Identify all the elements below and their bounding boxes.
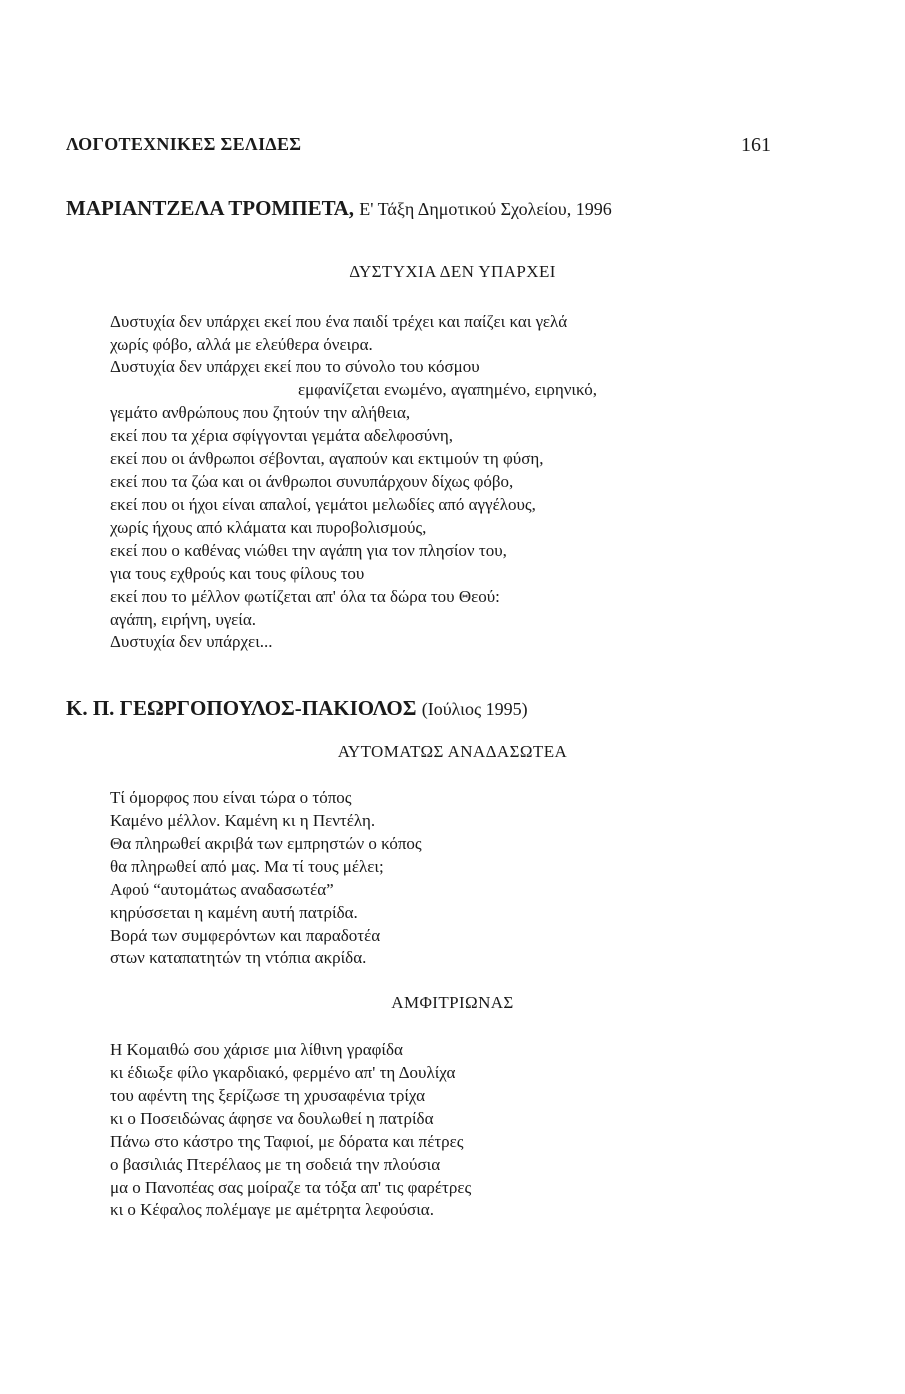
poem-line: κι ο Ποσειδώνας άφησε να δουλωθεί η πατρίδα [110, 1109, 434, 1128]
section-title: ΛΟΓΟΤΕΧΝΙΚΕΣ ΣΕΛΙΔΕΣ [66, 134, 302, 154]
poem-line: θα πληρωθεί από μας. Μα τί τους μέλει; [110, 857, 384, 876]
poem-line: κι έδιωξε φίλο γκαρδιακό, φερμένο απ' τη Δουλίχα [110, 1063, 456, 1082]
author-name: ΜΑΡΙΑΝΤΖΕΛΑ ΤΡΟΜΠΕΤΑ, [66, 196, 354, 220]
poem-line: ο βασιλιάς Πτερέλαος με τη σοδειά την πλούσια [110, 1155, 441, 1174]
poem-line: Δυστυχία δεν υπάρχει εκεί που ένα παιδί τρέχει και παίζει και γελά [110, 312, 568, 331]
page-number: 161 [741, 134, 771, 156]
poem-title: ΑΥΤΟΜΑΤΩΣ ΑΝΑΔΑΣΩΤΕΑ [337, 742, 568, 761]
poem-line: χωρίς φόβο, αλλά με ελεύθερα όνειρα. [110, 335, 373, 354]
poem-line: Πάνω στο κάστρο της Ταφιοί, με δόρατα και πέτρες [110, 1132, 464, 1151]
poem-line: Αφού “αυτομάτως αναδασωτέα” [110, 880, 334, 899]
poem-line: εκεί που ο καθένας νιώθει την αγάπη για τον πλησίον του, [110, 541, 507, 560]
poem-line: μα ο Πανοπέας σας μοίραζε τα τόξα απ' τις φαρέτρες [110, 1178, 472, 1197]
poem-line: κι ο Κέφαλος πολέμαγε με αμέτρητα λεφούσια. [110, 1200, 434, 1219]
poem-line: Τί όμορφος που είναι τώρα ο τόπος [110, 788, 352, 807]
poem-line: χωρίς ήχους από κλάματα και πυροβολισμούς, [110, 518, 427, 537]
poem-line: εκεί που το μέλλον φωτίζεται απ' όλα τα δώρα του Θεού: [110, 587, 500, 606]
poem-line: εκεί που τα ζώα και οι άνθρωποι συνυπάρχουν δίχως φόβο, [110, 472, 514, 491]
poem-line: εμφανίζεται ενωμένο, αγαπημένο, ειρηνικό, [298, 380, 597, 399]
poem-line: Η Κομαιθώ σου χάρισε μια λίθινη γραφίδα [110, 1040, 403, 1059]
poem-line: εκεί που τα χέρια σφίγγονται γεμάτα αδελφοσύνη, [110, 426, 454, 445]
poem-line: εκεί που οι ήχοι είναι απαλοί, γεμάτοι μελωδίες από αγγέλους, [110, 495, 536, 514]
poem-line: αγάπη, ειρήνη, υγεία. [110, 610, 256, 629]
author-name: Κ. Π. ΓΕΩΡΓΟΠΟΥΛΟΣ-ΠΑΚΙΟΛΟΣ [66, 696, 417, 720]
poem-line: Δυστυχία δεν υπάρχει εκεί που το σύνολο του κόσμου [110, 357, 480, 376]
author-heading [66, 696, 528, 721]
poem-line: του αφέντη της ξερίζωσε τη χρυσαφένια τρίχα [110, 1086, 425, 1105]
poem-line: κηρύσσεται η καμένη αυτή πατρίδα. [110, 903, 358, 922]
poem-line: Θα πληρωθεί ακριβά των εμπρηστών ο κόπος [110, 834, 422, 853]
poem-line: εκεί που οι άνθρωποι σέβονται, αγαπούν και εκτιμούν τη φύση, [110, 449, 544, 468]
poem-line: Δυστυχία δεν υπάρχει... [110, 632, 273, 651]
poem-line: για τους εχθρούς και τους φίλους του [110, 564, 365, 583]
poem-line: γεμάτο ανθρώπους που ζητούν την αλήθεια, [110, 403, 411, 422]
poem-line: Βορά των συμφερόντων και παραδοτέα [110, 926, 381, 945]
author-info: (Ιούλιος 1995) [421, 699, 528, 719]
poem-line: Καμένο μέλλον. Καμένη κι η Πεντέλη. [110, 811, 376, 830]
author-heading [66, 196, 612, 221]
poem-line: στων καταπατητών τη ντόπια ακρίδα. [110, 948, 367, 967]
author-info: Ε' Τάξη Δημοτικού Σχολείου, 1996 [359, 199, 612, 219]
poem-title: ΑΜΦΙΤΡΙΩΝΑΣ [391, 993, 514, 1012]
poem-title: ΔΥΣΤΥΧΙΑ ΔΕΝ ΥΠΑΡΧΕΙ [349, 262, 556, 281]
